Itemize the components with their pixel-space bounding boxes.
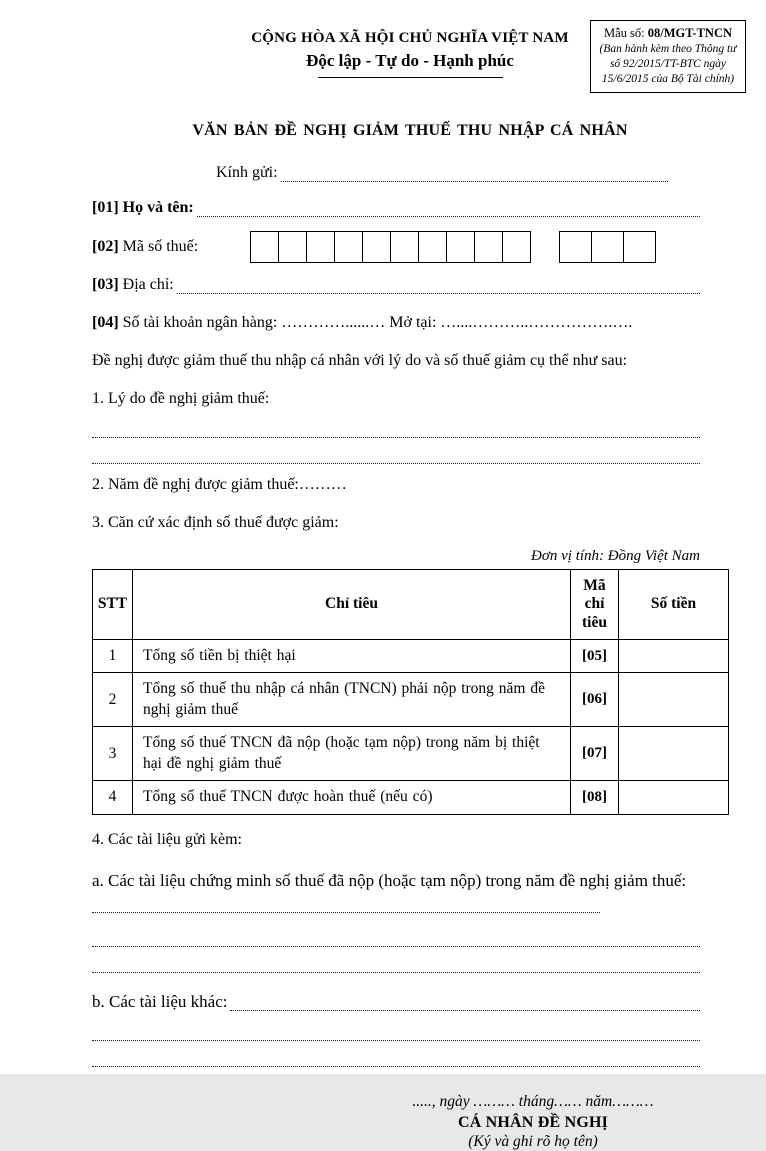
signer-title: CÁ NHÂN ĐỀ NGHỊ bbox=[457, 1113, 609, 1131]
reason-fill-line-1[interactable] bbox=[92, 412, 700, 438]
table-row bbox=[93, 727, 729, 781]
col-header-code: Mã chỉ tiêu bbox=[571, 570, 619, 640]
attachment-a-fill-line-1[interactable] bbox=[92, 921, 700, 947]
taxcode-box-group2[interactable] bbox=[559, 231, 656, 263]
address-label-num: [03] bbox=[92, 276, 119, 293]
form-number-label: Mẫu số: bbox=[603, 26, 645, 40]
currency-unit-note: Đơn vị tính: Đồng Việt Nam bbox=[531, 548, 700, 564]
row-label: Tổng số thuế TNCN đã nộp (hoặc tạm nộp) trong năm bị thiệt hại đề nghị giảm thuế bbox=[133, 727, 571, 781]
signer-instruction: (Ký và ghi rõ họ tên) bbox=[468, 1132, 598, 1150]
reason-fill-line-2[interactable] bbox=[92, 438, 700, 464]
attachment-a-paragraph bbox=[92, 867, 702, 921]
col-header-label: Chỉ tiêu bbox=[133, 570, 571, 640]
row-code: [05] bbox=[571, 639, 619, 672]
row-code: [08] bbox=[571, 781, 619, 814]
row-amount-cell[interactable] bbox=[619, 781, 729, 814]
national-motto-line2: Độc lập - Tự do - Hạnh phúc bbox=[306, 51, 514, 70]
attachment-b-fill-line-1[interactable] bbox=[92, 1015, 700, 1041]
tax-code-cell[interactable] bbox=[363, 231, 391, 263]
attachment-a-fill-line-2[interactable] bbox=[92, 947, 700, 973]
attachment-b-fill-line-2[interactable] bbox=[92, 1041, 700, 1067]
row-label: Tổng số thuế TNCN được hoàn thuế (nếu có) bbox=[133, 781, 571, 814]
signature-date-line: ....., ngày ……… tháng…… năm……… bbox=[412, 1092, 654, 1110]
bank-label-text: Số tài khoản ngân hàng: bbox=[122, 314, 278, 331]
row-code: [07] bbox=[571, 727, 619, 781]
to-fill-field[interactable] bbox=[281, 181, 668, 182]
row-label: Tổng số tiền bị thiệt hại bbox=[133, 639, 571, 672]
attachment-a-label: a. Các tài liệu chứng minh số thuế đã nộp (hoặc tạm nộp) trong năm đề nghị giảm thuế: bbox=[92, 870, 687, 890]
tax-code-cell[interactable] bbox=[475, 231, 503, 263]
section-2-heading: 2. Năm đề nghị được giảm thuế:……… bbox=[92, 476, 347, 493]
taxcode-box-group1[interactable] bbox=[250, 231, 531, 263]
bank-open-at-fill[interactable]: …....………..…………….…. bbox=[440, 314, 633, 331]
tax-code-cell[interactable] bbox=[592, 231, 624, 263]
section-3-heading: 3. Căn cứ xác định số thuế được giảm: bbox=[92, 514, 339, 531]
address-label bbox=[92, 272, 174, 298]
form-number-box bbox=[590, 20, 746, 93]
to-label: Kính gửi: bbox=[216, 164, 278, 181]
row-stt: 3 bbox=[93, 727, 133, 781]
row-stt: 1 bbox=[93, 639, 133, 672]
tax-code-cell[interactable] bbox=[559, 231, 592, 263]
table-row bbox=[93, 673, 729, 727]
row-stt: 4 bbox=[93, 781, 133, 814]
form-issued-note: (Ban hành kèm theo Thông tư số 92/2015/TT-BTC ngày 15/6/2015 của Bộ Tài chính) bbox=[599, 43, 737, 86]
attachment-b-label: b. Các tài liệu khác: bbox=[92, 991, 228, 1011]
national-motto-line1: CỘNG HÒA XÃ HỘI CHỦ NGHĨA VIỆT NAM bbox=[251, 30, 569, 46]
form-number-line bbox=[594, 25, 742, 41]
row-amount-cell[interactable] bbox=[619, 673, 729, 727]
row-amount-cell[interactable] bbox=[619, 727, 729, 781]
attachment-a-fill[interactable] bbox=[92, 912, 600, 913]
tax-code-cell[interactable] bbox=[503, 231, 531, 263]
row-stt: 2 bbox=[93, 673, 133, 727]
table-row bbox=[93, 639, 729, 672]
tax-code-cell[interactable] bbox=[307, 231, 335, 263]
bank-label-num: [04] bbox=[92, 314, 119, 331]
tax-code-cell[interactable] bbox=[250, 231, 279, 263]
tax-code-cell[interactable] bbox=[279, 231, 307, 263]
row-code: [06] bbox=[571, 673, 619, 727]
attachment-b-fill[interactable] bbox=[230, 1010, 700, 1011]
table-row bbox=[93, 781, 729, 814]
address-fill-field[interactable] bbox=[177, 293, 700, 294]
field-bank-account bbox=[92, 310, 728, 336]
field-address bbox=[92, 272, 728, 298]
bank-account-fill[interactable]: …………......… bbox=[281, 314, 386, 331]
address-label-text: Địa chỉ: bbox=[122, 276, 174, 293]
field-fullname bbox=[92, 195, 728, 221]
tax-code-cell[interactable] bbox=[391, 231, 419, 263]
table-header-row bbox=[93, 570, 729, 640]
form-number-value: 08/MGT-TNCN bbox=[647, 26, 732, 40]
tax-basis-table bbox=[92, 569, 729, 815]
tax-code-cell[interactable] bbox=[624, 231, 656, 263]
signature-block bbox=[368, 1093, 698, 1151]
tax-code-cell[interactable] bbox=[419, 231, 447, 263]
section-4-heading: 4. Các tài liệu gửi kèm: bbox=[92, 830, 242, 848]
col-header-stt: STT bbox=[93, 570, 133, 640]
document-title: VĂN BẢN ĐỀ NGHỊ GIẢM THUẾ THU NHẬP CÁ NHÂN bbox=[192, 122, 628, 139]
attachment-b-line bbox=[92, 989, 728, 1015]
intro-paragraph: Đề nghị được giảm thuế thu nhập cá nhân với lý do và số thuế giảm cụ thể như sau: bbox=[92, 352, 628, 369]
taxcode-label-text: Mã số thuế: bbox=[122, 238, 199, 255]
taxcode-label-num: [02] bbox=[92, 238, 119, 255]
row-amount-cell[interactable] bbox=[619, 639, 729, 672]
fullname-fill-field[interactable] bbox=[197, 216, 700, 217]
section-1-heading: 1. Lý do đề nghị giảm thuế: bbox=[92, 390, 270, 407]
field-taxcode bbox=[92, 231, 728, 263]
row-label: Tổng số thuế thu nhập cá nhân (TNCN) phải nộp trong năm đề nghị giảm thuế bbox=[133, 673, 571, 727]
header-divider bbox=[318, 77, 503, 78]
taxcode-label bbox=[92, 238, 250, 256]
to-line bbox=[92, 160, 728, 186]
tax-code-cell[interactable] bbox=[335, 231, 363, 263]
col-header-amount: Số tiền bbox=[619, 570, 729, 640]
bank-open-at-label: Mở tại: bbox=[389, 314, 437, 331]
tax-code-cell[interactable] bbox=[447, 231, 475, 263]
fullname-label: [01] Họ và tên: bbox=[92, 199, 194, 216]
